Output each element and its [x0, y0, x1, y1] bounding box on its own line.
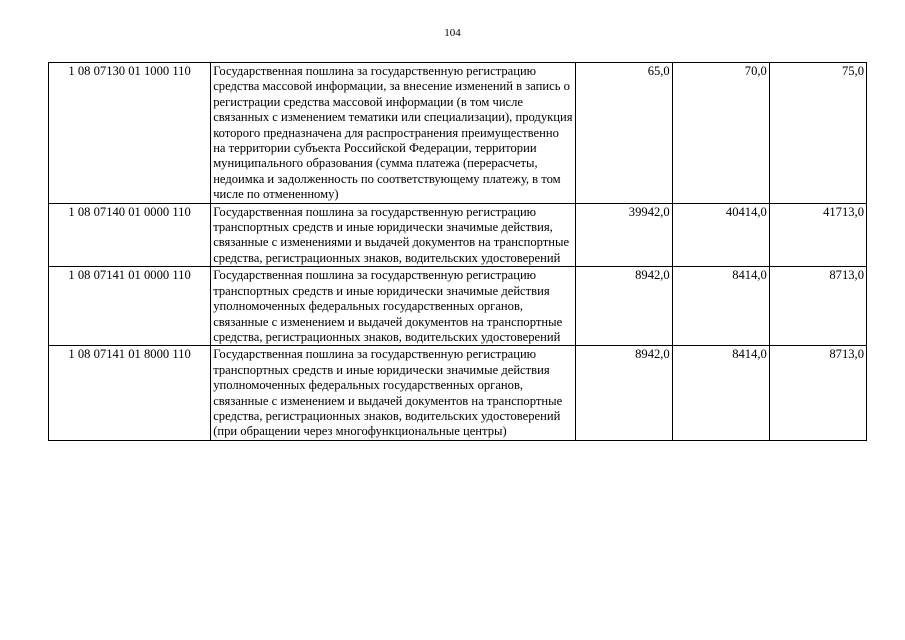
value-year-2-cell: 70,0: [672, 63, 769, 204]
value-year-2-cell: 8414,0: [672, 267, 769, 346]
page-number: 104: [444, 27, 461, 39]
budget-code-cell: 1 08 07140 01 0000 110: [49, 203, 211, 267]
value-year-3-cell: 8713,0: [769, 346, 866, 440]
description-cell: [211, 346, 575, 440]
budget-table: [48, 62, 867, 441]
value-year-3-cell: 41713,0: [769, 203, 866, 267]
value-year-3-cell: 75,0: [769, 63, 866, 204]
table-row: [49, 63, 867, 204]
description-text: Государственная пошлина за государственную регистрацию транспортных средств и иные юридически значимые действия уполномоченных федеральных государственных органов, связанные с изменением и выдачей документов на транспортные средства, регистрационных знаков, водительских удостоверений (при обращении через многофункциональные центры): [213, 347, 563, 439]
table-row: [49, 203, 867, 267]
description-text: Государственная пошлина за государственную регистрацию транспортных средств и иные юридически значимые действия, связанные с изменениями и выдачей документов на транспортные средства, регистрационных знаков, водительских удостоверений: [213, 204, 570, 265]
description-text: Государственная пошлина за государственную регистрацию транспортных средств и иные юридически значимые действия уполномоченных федеральных государственных органов, связанные с изменением и выдачей документов на транспортные средства, регистрационных знаков, водительских удостоверений: [213, 268, 563, 344]
value-year-1-cell: 8942,0: [575, 346, 672, 440]
budget-code-cell: 1 08 07130 01 1000 110: [49, 63, 211, 204]
value-year-1-cell: 8942,0: [575, 267, 672, 346]
table-row: [49, 346, 867, 440]
value-year-2-cell: 40414,0: [672, 203, 769, 267]
budget-code-cell: 1 08 07141 01 8000 110: [49, 346, 211, 440]
description-cell: [211, 203, 575, 267]
value-year-3-cell: 8713,0: [769, 267, 866, 346]
value-year-1-cell: 39942,0: [575, 203, 672, 267]
value-year-1-cell: 65,0: [575, 63, 672, 204]
budget-code-cell: 1 08 07141 01 0000 110: [49, 267, 211, 346]
description-cell: [211, 63, 575, 204]
description-text: Государственная пошлина за государственную регистрацию средства массовой информации, за внесение изменений в запись о регистрации средства массовой информации (в том числе связанных с изменением тематики или специализации), продукция которого предназначена для распространения преимущественно на территории субъекта Российской Федерации, территории муниципального образования (сумма платежа (перерасчеты, недоимка и задолженность по соответствующему платежу, в том числе по отмененному): [213, 64, 573, 202]
table-row: [49, 267, 867, 346]
description-cell: [211, 267, 575, 346]
value-year-2-cell: 8414,0: [672, 346, 769, 440]
